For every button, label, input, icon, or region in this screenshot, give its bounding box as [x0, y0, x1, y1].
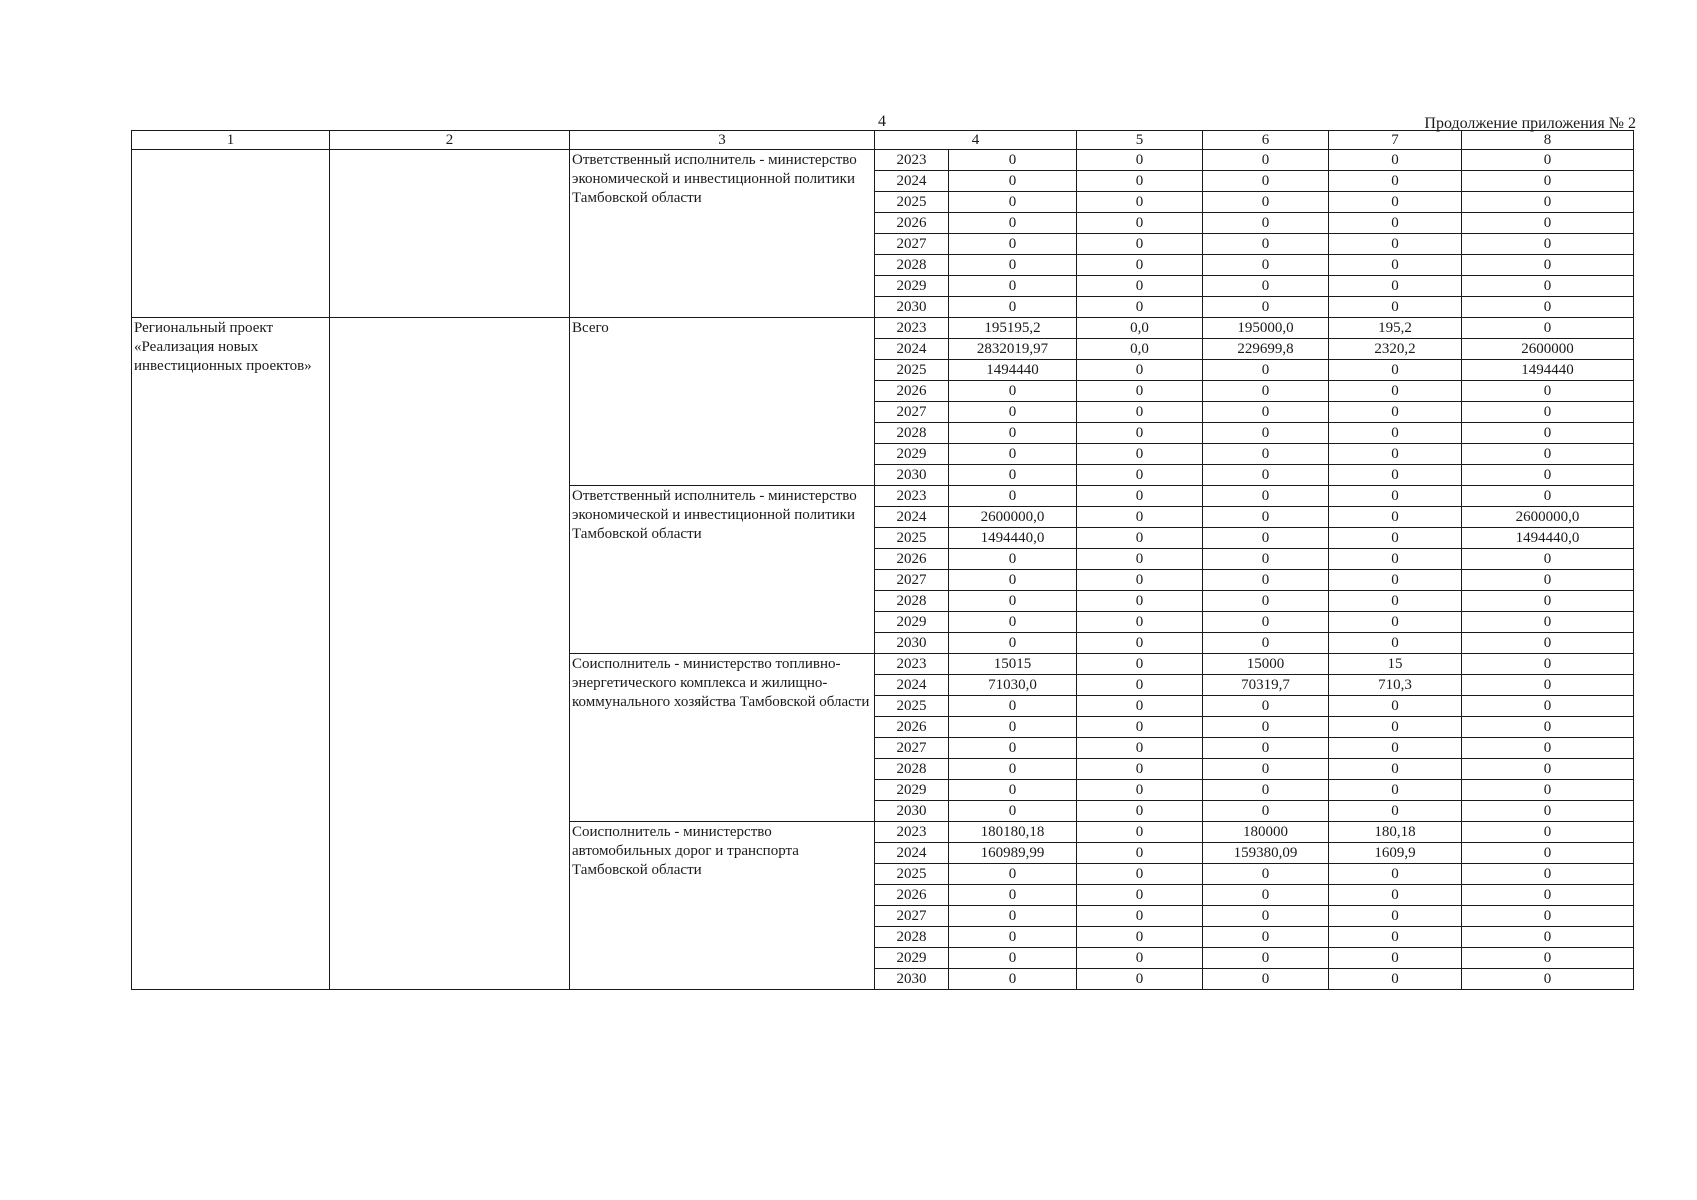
local-budget-cell: 0: [1329, 486, 1462, 507]
local-budget-cell: 0: [1329, 927, 1462, 948]
header-row: [132, 131, 1634, 150]
total-cell: 0: [949, 801, 1077, 822]
page-number: 4: [878, 113, 886, 130]
regional-budget-cell: 0: [1203, 276, 1329, 297]
extrabudgetary-cell: 0: [1462, 402, 1634, 423]
local-budget-cell: 0: [1329, 570, 1462, 591]
total-cell: 0: [949, 381, 1077, 402]
column-2-cell: [330, 150, 570, 318]
column-header: 6: [1203, 131, 1329, 150]
year-cell: 2027: [875, 402, 949, 423]
project-name-cell: Региональный проект «Реализация новых инвестиционных проектов»: [132, 318, 330, 990]
federal-budget-cell: 0: [1077, 402, 1203, 423]
year-cell: 2027: [875, 906, 949, 927]
federal-budget-cell: 0: [1077, 150, 1203, 171]
local-budget-cell: 0: [1329, 759, 1462, 780]
federal-budget-cell: 0: [1077, 906, 1203, 927]
extrabudgetary-cell: 2600000: [1462, 339, 1634, 360]
extrabudgetary-cell: 0: [1462, 822, 1634, 843]
total-cell: 0: [949, 402, 1077, 423]
regional-budget-cell: 0: [1203, 213, 1329, 234]
regional-budget-cell: 0: [1203, 402, 1329, 423]
total-cell: 0: [949, 297, 1077, 318]
local-budget-cell: 0: [1329, 381, 1462, 402]
executor-cell: Соисполнитель - министерство автомобильных дорог и транспорта Тамбовской области: [570, 822, 875, 990]
column-header: 4: [875, 131, 1077, 150]
local-budget-cell: 0: [1329, 423, 1462, 444]
extrabudgetary-cell: 0: [1462, 213, 1634, 234]
continuation-note: Продолжение приложения № 2: [1424, 115, 1636, 132]
extrabudgetary-cell: 0: [1462, 675, 1634, 696]
federal-budget-cell: 0: [1077, 276, 1203, 297]
regional-budget-cell: 0: [1203, 780, 1329, 801]
year-cell: 2030: [875, 633, 949, 654]
year-cell: 2028: [875, 255, 949, 276]
federal-budget-cell: 0: [1077, 423, 1203, 444]
regional-budget-cell: 0: [1203, 633, 1329, 654]
extrabudgetary-cell: 0: [1462, 570, 1634, 591]
regional-budget-cell: 0: [1203, 717, 1329, 738]
federal-budget-cell: 0: [1077, 885, 1203, 906]
extrabudgetary-cell: 0: [1462, 591, 1634, 612]
local-budget-cell: 0: [1329, 276, 1462, 297]
federal-budget-cell: 0,0: [1077, 318, 1203, 339]
federal-budget-cell: 0: [1077, 801, 1203, 822]
total-cell: 0: [949, 885, 1077, 906]
year-cell: 2029: [875, 444, 949, 465]
year-cell: 2026: [875, 213, 949, 234]
year-cell: 2025: [875, 696, 949, 717]
extrabudgetary-cell: 0: [1462, 444, 1634, 465]
regional-budget-cell: 229699,8: [1203, 339, 1329, 360]
federal-budget-cell: 0: [1077, 822, 1203, 843]
extrabudgetary-cell: 0: [1462, 612, 1634, 633]
extrabudgetary-cell: 0: [1462, 150, 1634, 171]
extrabudgetary-cell: 0: [1462, 843, 1634, 864]
extrabudgetary-cell: 0: [1462, 318, 1634, 339]
federal-budget-cell: 0: [1077, 759, 1203, 780]
local-budget-cell: 0: [1329, 885, 1462, 906]
year-cell: 2030: [875, 465, 949, 486]
regional-budget-cell: 0: [1203, 738, 1329, 759]
local-budget-cell: 0: [1329, 717, 1462, 738]
total-cell: 0: [949, 612, 1077, 633]
year-cell: 2025: [875, 864, 949, 885]
year-cell: 2026: [875, 549, 949, 570]
extrabudgetary-cell: 0: [1462, 423, 1634, 444]
column-header: 2: [330, 131, 570, 150]
extrabudgetary-cell: 0: [1462, 633, 1634, 654]
year-cell: 2030: [875, 801, 949, 822]
total-cell: 0: [949, 759, 1077, 780]
regional-budget-cell: 0: [1203, 444, 1329, 465]
federal-budget-cell: 0: [1077, 612, 1203, 633]
local-budget-cell: 0: [1329, 402, 1462, 423]
federal-budget-cell: 0: [1077, 528, 1203, 549]
total-cell: 0: [949, 276, 1077, 297]
local-budget-cell: 0: [1329, 255, 1462, 276]
regional-budget-cell: 0: [1203, 885, 1329, 906]
regional-budget-cell: 0: [1203, 948, 1329, 969]
column-header: 3: [570, 131, 875, 150]
total-cell: 0: [949, 465, 1077, 486]
federal-budget-cell: 0: [1077, 654, 1203, 675]
table-body: [132, 131, 1634, 990]
federal-budget-cell: 0: [1077, 192, 1203, 213]
total-cell: 1494440,0: [949, 528, 1077, 549]
extrabudgetary-cell: 0: [1462, 717, 1634, 738]
federal-budget-cell: 0: [1077, 381, 1203, 402]
executor-cell: Всего: [570, 318, 875, 486]
regional-budget-cell: 159380,09: [1203, 843, 1329, 864]
extrabudgetary-cell: 0: [1462, 276, 1634, 297]
federal-budget-cell: 0: [1077, 213, 1203, 234]
extrabudgetary-cell: 0: [1462, 549, 1634, 570]
local-budget-cell: 0: [1329, 738, 1462, 759]
extrabudgetary-cell: 0: [1462, 654, 1634, 675]
federal-budget-cell: 0: [1077, 360, 1203, 381]
regional-budget-cell: 0: [1203, 150, 1329, 171]
regional-budget-cell: 0: [1203, 612, 1329, 633]
regional-budget-cell: 0: [1203, 528, 1329, 549]
local-budget-cell: 0: [1329, 549, 1462, 570]
local-budget-cell: 15: [1329, 654, 1462, 675]
extrabudgetary-cell: 0: [1462, 948, 1634, 969]
federal-budget-cell: 0: [1077, 780, 1203, 801]
federal-budget-cell: 0: [1077, 255, 1203, 276]
regional-budget-cell: 0: [1203, 234, 1329, 255]
extrabudgetary-cell: 0: [1462, 885, 1634, 906]
federal-budget-cell: 0: [1077, 969, 1203, 990]
year-cell: 2030: [875, 969, 949, 990]
column-2-cell: [330, 318, 570, 990]
year-cell: 2026: [875, 381, 949, 402]
total-cell: 1494440: [949, 360, 1077, 381]
total-cell: 0: [949, 234, 1077, 255]
federal-budget-cell: 0: [1077, 696, 1203, 717]
year-cell: 2024: [875, 171, 949, 192]
federal-budget-cell: 0: [1077, 927, 1203, 948]
total-cell: 0: [949, 927, 1077, 948]
local-budget-cell: 0: [1329, 948, 1462, 969]
total-cell: 0: [949, 213, 1077, 234]
total-cell: 0: [949, 150, 1077, 171]
regional-budget-cell: 0: [1203, 507, 1329, 528]
extrabudgetary-cell: 0: [1462, 234, 1634, 255]
year-cell: 2024: [875, 339, 949, 360]
regional-budget-cell: 0: [1203, 696, 1329, 717]
total-cell: 0: [949, 780, 1077, 801]
total-cell: 0: [949, 192, 1077, 213]
year-cell: 2026: [875, 717, 949, 738]
year-cell: 2029: [875, 276, 949, 297]
regional-budget-cell: 0: [1203, 864, 1329, 885]
year-cell: 2029: [875, 948, 949, 969]
regional-budget-cell: 180000: [1203, 822, 1329, 843]
year-cell: 2026: [875, 885, 949, 906]
project-name-cell: [132, 150, 330, 318]
regional-budget-cell: 0: [1203, 927, 1329, 948]
federal-budget-cell: 0: [1077, 465, 1203, 486]
year-cell: 2025: [875, 528, 949, 549]
federal-budget-cell: 0: [1077, 738, 1203, 759]
local-budget-cell: 0: [1329, 591, 1462, 612]
regional-budget-cell: 0: [1203, 969, 1329, 990]
total-cell: 2600000,0: [949, 507, 1077, 528]
year-cell: 2023: [875, 486, 949, 507]
year-cell: 2023: [875, 654, 949, 675]
local-budget-cell: 0: [1329, 801, 1462, 822]
extrabudgetary-cell: 0: [1462, 465, 1634, 486]
local-budget-cell: 0: [1329, 969, 1462, 990]
year-cell: 2030: [875, 297, 949, 318]
federal-budget-cell: 0: [1077, 570, 1203, 591]
column-header: 1: [132, 131, 330, 150]
federal-budget-cell: 0: [1077, 633, 1203, 654]
regional-budget-cell: 0: [1203, 570, 1329, 591]
local-budget-cell: 0: [1329, 213, 1462, 234]
total-cell: 0: [949, 633, 1077, 654]
year-cell: 2024: [875, 843, 949, 864]
federal-budget-cell: 0,0: [1077, 339, 1203, 360]
year-cell: 2027: [875, 738, 949, 759]
extrabudgetary-cell: 0: [1462, 297, 1634, 318]
federal-budget-cell: 0: [1077, 549, 1203, 570]
local-budget-cell: 1609,9: [1329, 843, 1462, 864]
total-cell: 0: [949, 255, 1077, 276]
extrabudgetary-cell: 0: [1462, 255, 1634, 276]
federal-budget-cell: 0: [1077, 843, 1203, 864]
column-header: 7: [1329, 131, 1462, 150]
executor-cell: Соисполнитель - министерство топливно-энергетического комплекса и жилищно-коммунального хозяйства Тамбовской области: [570, 654, 875, 822]
year-cell: 2025: [875, 192, 949, 213]
extrabudgetary-cell: 0: [1462, 801, 1634, 822]
federal-budget-cell: 0: [1077, 591, 1203, 612]
total-cell: 160989,99: [949, 843, 1077, 864]
year-cell: 2028: [875, 759, 949, 780]
local-budget-cell: 0: [1329, 633, 1462, 654]
regional-budget-cell: 0: [1203, 591, 1329, 612]
total-cell: 195195,2: [949, 318, 1077, 339]
federal-budget-cell: 0: [1077, 297, 1203, 318]
local-budget-cell: 0: [1329, 234, 1462, 255]
federal-budget-cell: 0: [1077, 864, 1203, 885]
local-budget-cell: 0: [1329, 612, 1462, 633]
federal-budget-cell: 0: [1077, 507, 1203, 528]
local-budget-cell: 710,3: [1329, 675, 1462, 696]
total-cell: 0: [949, 969, 1077, 990]
total-cell: 0: [949, 486, 1077, 507]
regional-budget-cell: 0: [1203, 192, 1329, 213]
local-budget-cell: 0: [1329, 297, 1462, 318]
year-cell: 2029: [875, 612, 949, 633]
extrabudgetary-cell: 0: [1462, 192, 1634, 213]
local-budget-cell: 0: [1329, 150, 1462, 171]
total-cell: 0: [949, 864, 1077, 885]
local-budget-cell: 0: [1329, 465, 1462, 486]
regional-budget-cell: 0: [1203, 360, 1329, 381]
extrabudgetary-cell: 1494440,0: [1462, 528, 1634, 549]
extrabudgetary-cell: 0: [1462, 780, 1634, 801]
year-cell: 2023: [875, 318, 949, 339]
total-cell: 0: [949, 171, 1077, 192]
year-cell: 2027: [875, 234, 949, 255]
total-cell: 0: [949, 696, 1077, 717]
budget-table: [131, 130, 1634, 990]
regional-budget-cell: 15000: [1203, 654, 1329, 675]
local-budget-cell: 2320,2: [1329, 339, 1462, 360]
total-cell: 0: [949, 570, 1077, 591]
year-cell: 2028: [875, 423, 949, 444]
extrabudgetary-cell: 0: [1462, 486, 1634, 507]
extrabudgetary-cell: 2600000,0: [1462, 507, 1634, 528]
local-budget-cell: 0: [1329, 192, 1462, 213]
federal-budget-cell: 0: [1077, 486, 1203, 507]
year-cell: 2027: [875, 570, 949, 591]
regional-budget-cell: 195000,0: [1203, 318, 1329, 339]
table-row: [132, 318, 1634, 339]
column-header: 5: [1077, 131, 1203, 150]
federal-budget-cell: 0: [1077, 171, 1203, 192]
regional-budget-cell: 0: [1203, 486, 1329, 507]
regional-budget-cell: 0: [1203, 297, 1329, 318]
year-cell: 2029: [875, 780, 949, 801]
total-cell: 0: [949, 948, 1077, 969]
local-budget-cell: 0: [1329, 360, 1462, 381]
regional-budget-cell: 0: [1203, 465, 1329, 486]
regional-budget-cell: 0: [1203, 381, 1329, 402]
local-budget-cell: 0: [1329, 171, 1462, 192]
executor-cell: Ответственный исполнитель - министерство экономической и инвестиционной политики Тамбовской области: [570, 486, 875, 654]
local-budget-cell: 0: [1329, 906, 1462, 927]
year-cell: 2028: [875, 591, 949, 612]
federal-budget-cell: 0: [1077, 444, 1203, 465]
total-cell: 0: [949, 738, 1077, 759]
regional-budget-cell: 0: [1203, 255, 1329, 276]
local-budget-cell: 0: [1329, 507, 1462, 528]
total-cell: 15015: [949, 654, 1077, 675]
federal-budget-cell: 0: [1077, 717, 1203, 738]
extrabudgetary-cell: 0: [1462, 738, 1634, 759]
regional-budget-cell: 0: [1203, 171, 1329, 192]
local-budget-cell: 180,18: [1329, 822, 1462, 843]
total-cell: 0: [949, 423, 1077, 444]
regional-budget-cell: 70319,7: [1203, 675, 1329, 696]
total-cell: 0: [949, 906, 1077, 927]
table-row: [132, 150, 1634, 171]
extrabudgetary-cell: 0: [1462, 171, 1634, 192]
extrabudgetary-cell: 0: [1462, 381, 1634, 402]
year-cell: 2024: [875, 675, 949, 696]
year-cell: 2024: [875, 507, 949, 528]
total-cell: 71030,0: [949, 675, 1077, 696]
total-cell: 0: [949, 717, 1077, 738]
federal-budget-cell: 0: [1077, 675, 1203, 696]
local-budget-cell: 195,2: [1329, 318, 1462, 339]
year-cell: 2025: [875, 360, 949, 381]
federal-budget-cell: 0: [1077, 948, 1203, 969]
regional-budget-cell: 0: [1203, 906, 1329, 927]
extrabudgetary-cell: 0: [1462, 759, 1634, 780]
regional-budget-cell: 0: [1203, 549, 1329, 570]
local-budget-cell: 0: [1329, 444, 1462, 465]
local-budget-cell: 0: [1329, 780, 1462, 801]
extrabudgetary-cell: 1494440: [1462, 360, 1634, 381]
year-cell: 2023: [875, 150, 949, 171]
local-budget-cell: 0: [1329, 528, 1462, 549]
year-cell: 2028: [875, 927, 949, 948]
extrabudgetary-cell: 0: [1462, 696, 1634, 717]
executor-cell: Ответственный исполнитель - министерство экономической и инвестиционной политики Тамбовской области: [570, 150, 875, 318]
local-budget-cell: 0: [1329, 864, 1462, 885]
year-cell: 2023: [875, 822, 949, 843]
column-header: 8: [1462, 131, 1634, 150]
regional-budget-cell: 0: [1203, 801, 1329, 822]
local-budget-cell: 0: [1329, 696, 1462, 717]
total-cell: 2832019,97: [949, 339, 1077, 360]
regional-budget-cell: 0: [1203, 759, 1329, 780]
total-cell: 180180,18: [949, 822, 1077, 843]
federal-budget-cell: 0: [1077, 234, 1203, 255]
extrabudgetary-cell: 0: [1462, 906, 1634, 927]
total-cell: 0: [949, 444, 1077, 465]
total-cell: 0: [949, 549, 1077, 570]
extrabudgetary-cell: 0: [1462, 969, 1634, 990]
total-cell: 0: [949, 591, 1077, 612]
regional-budget-cell: 0: [1203, 423, 1329, 444]
extrabudgetary-cell: 0: [1462, 927, 1634, 948]
extrabudgetary-cell: 0: [1462, 864, 1634, 885]
